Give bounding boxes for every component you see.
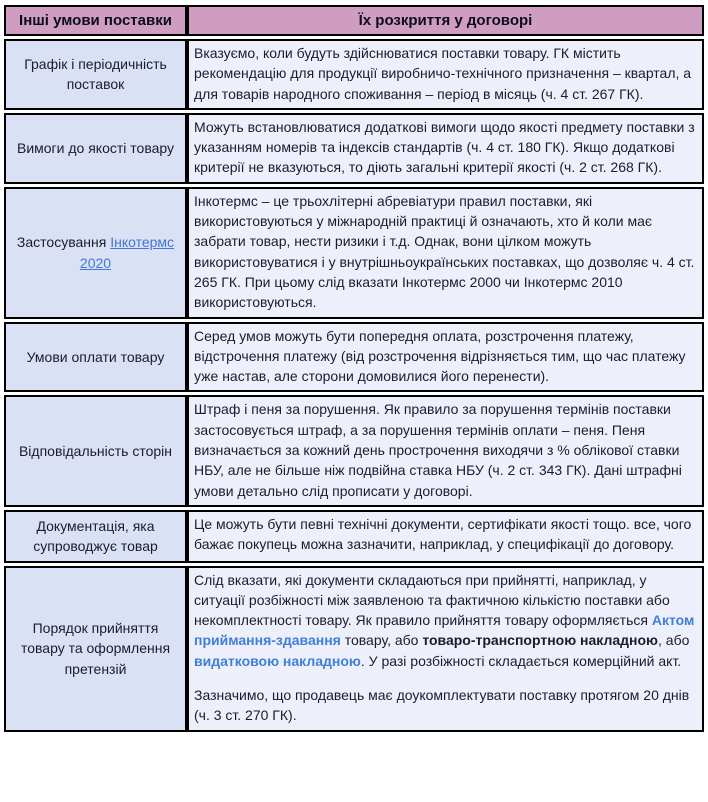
term-cell bbox=[4, 39, 187, 110]
text-run: Серед умов можуть бути попередня оплата, розстрочення платежу, відстрочення платежу (від розстрочення відрізняється тим, що час платежу уже настав, але сторони домовилися його перенести). bbox=[194, 327, 686, 385]
term-cell bbox=[4, 510, 187, 563]
table-row bbox=[4, 395, 704, 506]
description-cell bbox=[187, 510, 704, 563]
highlighted-term: видатковою накладною bbox=[194, 652, 361, 669]
text-run: , або bbox=[658, 632, 690, 649]
text-run: Можуть встановлюватися додаткові вимоги щодо якості предмету поставки з указанням номерів та індексів стандартів (ч. 4 ст. 180 ГК). Якщо додаткові критерії не вказуються, то діють загальні критерії якості (ч. 2 ст. 268 ГК). bbox=[194, 118, 695, 176]
description-paragraph bbox=[194, 191, 696, 313]
description-paragraph bbox=[194, 43, 696, 104]
text-run: Зазначимо, що продавець має доукомплектувати поставку протягом 20 днів (ч. 3 ст. 270 ГК). bbox=[194, 687, 690, 724]
column-header-disclosure: Їх розкриття у договорі bbox=[187, 5, 704, 36]
table-header bbox=[4, 5, 704, 36]
term-cell bbox=[4, 395, 187, 506]
header-row bbox=[4, 5, 704, 36]
description-paragraph bbox=[194, 399, 696, 500]
table-row bbox=[4, 566, 704, 732]
incoterms-2020-link[interactable]: Інкотермс 2020 bbox=[79, 234, 175, 271]
table-row bbox=[4, 39, 704, 110]
delivery-terms-table bbox=[4, 2, 704, 735]
description-cell bbox=[187, 39, 704, 110]
text-run: Штраф і пеня за порушення. Як правило за порушення термінів поставки застосовується штраф, а за порушення термінів оплати – пеня. Пеня визначається за кожний день прострочення виходячи з % облікової ставки НБУ, але не більше ніж подвійна ставка НБУ (ч. 2 ст. 343 ГК). Дані штрафні умови детально слід прописати у договорі. bbox=[194, 401, 682, 499]
column-header-other-terms: Інші умови поставки bbox=[4, 5, 187, 36]
text-run: Слід вказати, які документи складаються при прийнятті, наприклад, у ситуації розбіжності між заявленою та фактичною кількістю поставки або некомплектності товару. Як правило прийняття товару оформляється bbox=[194, 571, 670, 629]
text-run: Документація, яка супроводжує товар bbox=[33, 517, 158, 555]
description-paragraph bbox=[194, 326, 696, 387]
description-cell bbox=[187, 322, 704, 393]
description-cell bbox=[187, 187, 704, 319]
description-paragraph bbox=[194, 685, 696, 726]
text-run: Інкотермс – це трьохлітерні абревіатури правил поставки, які використовуються у міжнародній практиці й означають, хто й коли має забрати товар, нести ризики і т.д. Однак, вони цілком можуть використовуватися і у внутрішньоукраїнських поставках, що дозволяє ч. 4 ст. 265 ГК. При цьому слід вказати Інкотермс 2000 чи Інкотермс 2010 використовуються. bbox=[194, 192, 695, 311]
term-cell bbox=[4, 113, 187, 184]
text-run: Графік і періодичність поставок bbox=[24, 56, 167, 93]
description-cell bbox=[187, 395, 704, 506]
table-body bbox=[4, 39, 704, 732]
description-paragraph bbox=[194, 570, 696, 671]
text-run: Умови оплати товару bbox=[26, 348, 165, 365]
text-run: Вказуємо, коли будуть здійснюватися поставки товару. ГК містить рекомендацію для продукції виробничо-технічного призначення – квартал, а для товарів народного споживання – період в місяць (ч. 4 ст. 267 ГК). bbox=[194, 45, 692, 102]
highlighted-term: Актом приймання-здавання bbox=[194, 612, 695, 649]
term-cell bbox=[4, 322, 187, 393]
table-row bbox=[4, 113, 704, 184]
table-row bbox=[4, 187, 704, 319]
text-run: Відповідальність сторін bbox=[18, 443, 173, 460]
description-paragraph bbox=[194, 514, 696, 555]
text-run: . У разі розбіжності складається комерційний акт. bbox=[360, 652, 682, 669]
text-run: Застосування bbox=[16, 234, 111, 251]
table-row bbox=[4, 322, 704, 393]
description-cell bbox=[187, 566, 704, 732]
term-cell bbox=[4, 566, 187, 732]
text-run: Це можуть бути певні технічні документи, сертифікати якості тощо. все, чого бажає покупець можна зазначити, наприклад, у специфікації до договору. bbox=[194, 515, 692, 553]
table-row bbox=[4, 510, 704, 563]
text-run: Порядок прийняття товару та оформлення претензій bbox=[20, 620, 171, 677]
text-run: товару, або bbox=[340, 632, 423, 649]
term-cell bbox=[4, 187, 187, 319]
text-run: Вимоги до якості товару bbox=[16, 140, 175, 157]
highlighted-term: товаро-транспортною накладною bbox=[422, 632, 658, 649]
description-paragraph bbox=[194, 117, 696, 178]
description-cell bbox=[187, 113, 704, 184]
